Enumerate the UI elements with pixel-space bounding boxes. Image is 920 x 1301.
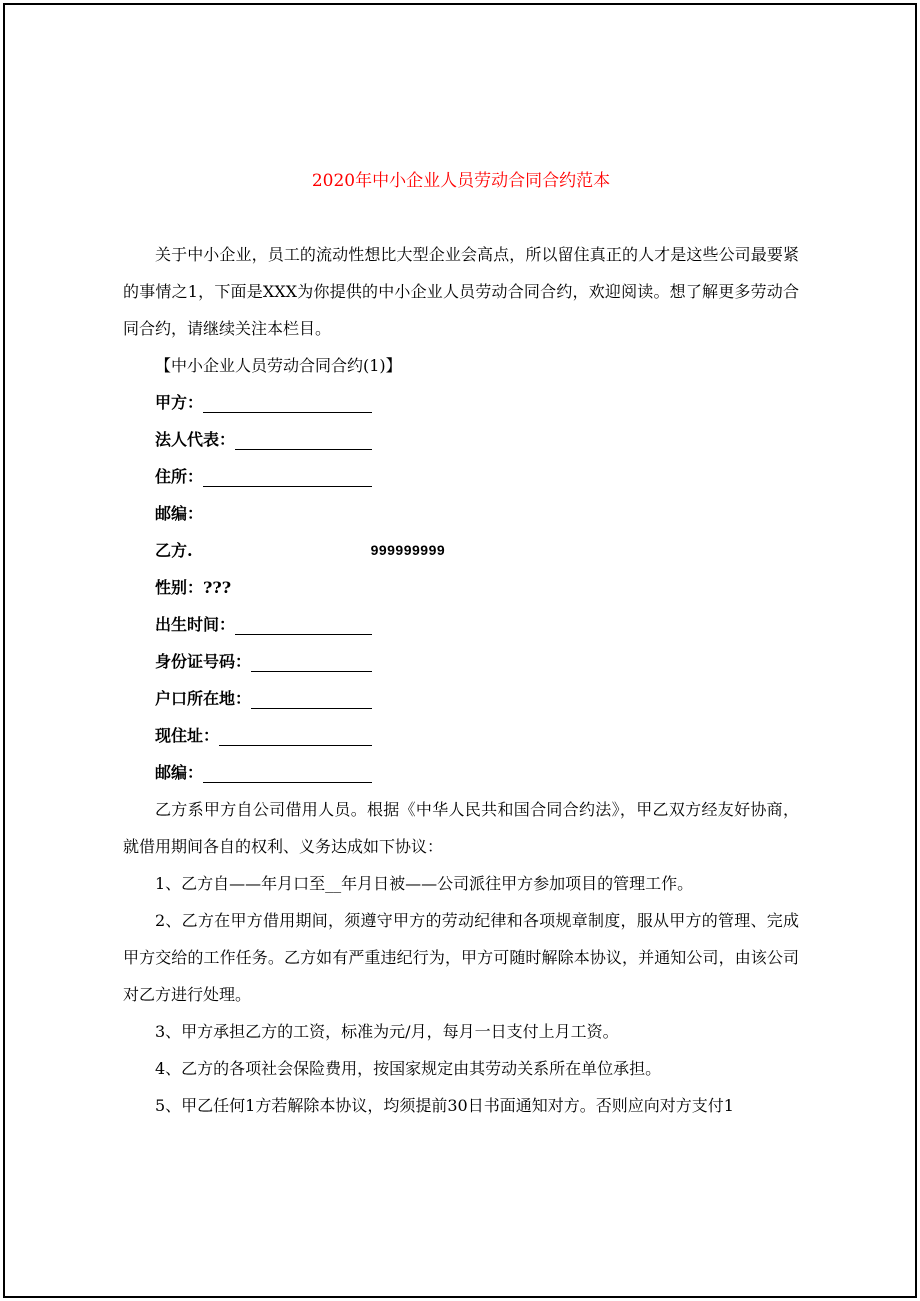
contract-clauses	[123, 791, 799, 1124]
field-value: 999999999	[370, 542, 446, 558]
body-paragraph: 2、乙方在甲方借用期间，须遵守甲方的劳动纪律和各项规章制度，服从甲方的管理、完成甲方交给的工作任务。乙方如有严重违纪行为，甲方可随时解除本协议，并通知公司，由该公司对乙方进行处理。	[123, 911, 799, 1004]
document-title: 2020年中小企业人员劳动合同合约范本	[311, 171, 611, 191]
blank-underline	[203, 412, 372, 413]
form-field-row	[155, 680, 372, 717]
field-label: 现住址：	[155, 726, 220, 745]
document-content	[123, 168, 799, 1124]
intro-paragraph: 关于中小企业，员工的流动性想比大型企业会高点，所以留住真正的人才是这些公司最要紧的事情之1，下面是XXX为你提供的中小企业人员劳动合同合约，欢迎阅读。想了解更多劳动合同合约，请继续关注本栏目。	[123, 245, 799, 338]
field-label: 身份证号码：	[155, 652, 252, 671]
blank-underline	[203, 782, 372, 783]
form-field-row	[155, 754, 372, 791]
blank-underline	[203, 486, 372, 487]
form-field-row	[155, 495, 372, 532]
field-label: 甲方：	[155, 393, 204, 412]
blank-underline	[235, 449, 372, 450]
form-field-row	[155, 643, 372, 680]
field-label: 户口所在地：	[155, 689, 252, 708]
form-field-row	[155, 421, 372, 458]
form-field-row	[155, 532, 446, 569]
contract-form-fields	[123, 384, 799, 791]
field-label: 性别：???	[155, 578, 232, 597]
field-label: 乙方.	[155, 541, 193, 560]
form-field-row	[155, 717, 372, 754]
body-paragraph: 5、甲乙任何1方若解除本协议，均须提前30日书面通知对方。否则应向对方支付1	[155, 1096, 734, 1115]
field-label: 邮编：	[155, 763, 204, 782]
body-paragraph: 乙方系甲方自公司借用人员。根据《中华人民共和国合同合约法》，甲乙双方经友好协商，就借用期间各自的权利、义务达成如下协议：	[123, 800, 799, 856]
field-label: 邮编：	[155, 504, 204, 523]
form-field-row	[155, 569, 372, 606]
blank-underline	[251, 671, 372, 672]
field-label: 出生时间：	[155, 615, 236, 634]
field-label: 住所：	[155, 467, 204, 486]
body-paragraph: 3、甲方承担乙方的工资，标准为元/月，每月一日支付上月工资。	[155, 1022, 619, 1041]
body-paragraph: 1、乙方自——年月口至__年月日被——公司派往甲方参加项目的管理工作。	[155, 874, 694, 893]
field-label: 法人代表：	[155, 430, 236, 449]
body-paragraph: 4、乙方的各项社会保险费用，按国家规定由其劳动关系所在单位承担。	[155, 1059, 662, 1078]
form-field-row	[155, 606, 372, 643]
form-field-row	[155, 384, 372, 421]
blank-underline	[251, 708, 372, 709]
blank-underline	[235, 634, 372, 635]
section-heading: 【中小企业人员劳动合同合约(1)】	[155, 356, 402, 375]
form-field-row	[155, 458, 372, 495]
blank-underline	[219, 745, 372, 746]
